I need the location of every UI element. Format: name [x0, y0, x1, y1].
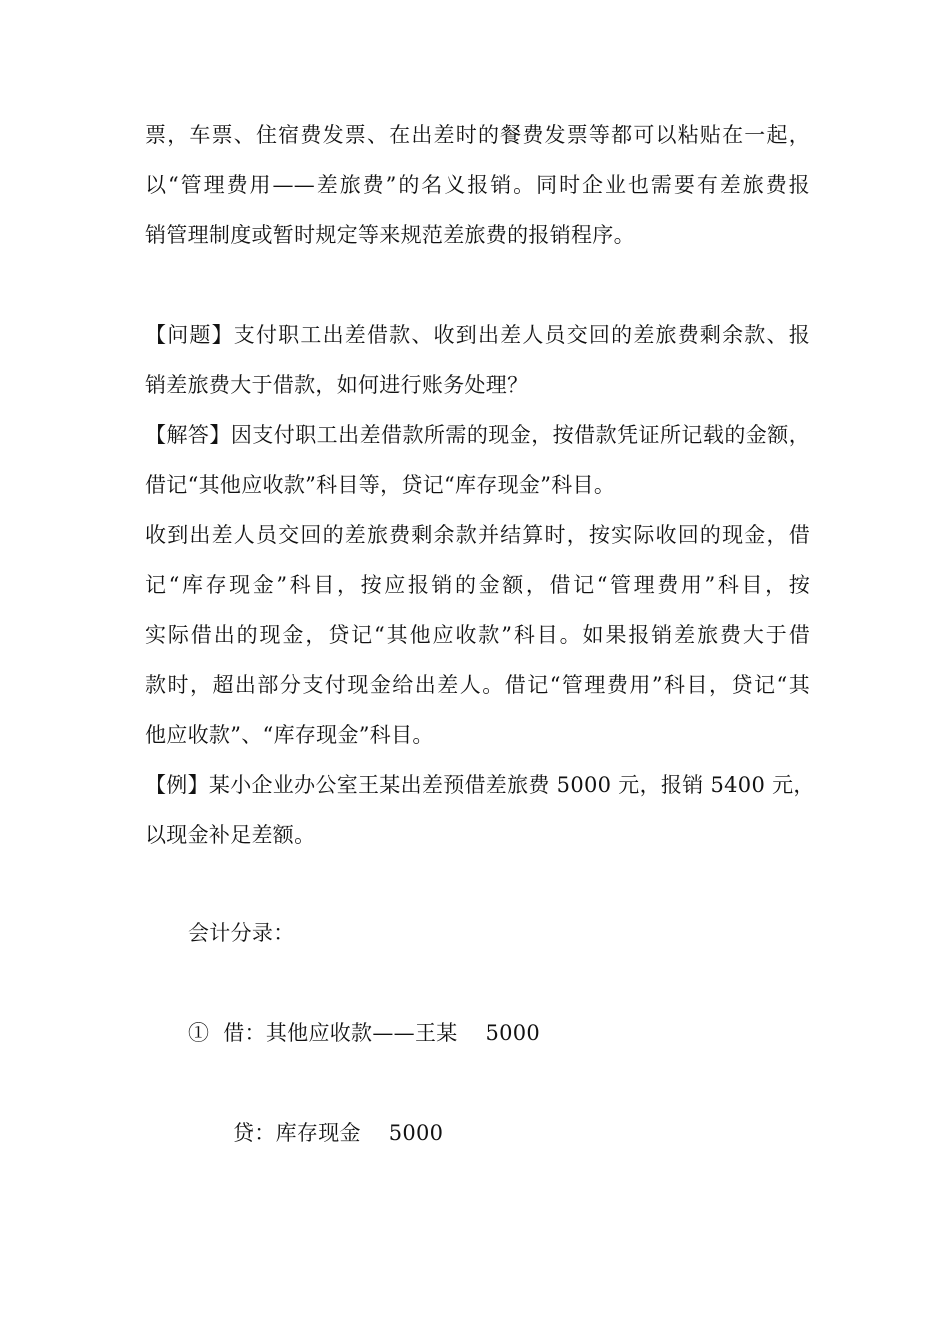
journal-entry-credit: 贷：库存现金 5000: [233, 1121, 444, 1145]
journal-entry-debit: ① 借：其他应收款——王某 5000: [188, 1021, 541, 1045]
answer-line: 记“库存现金”科目，按应报销的金额，借记“管理费用”科目，按: [145, 573, 810, 597]
answer-line: 款时，超出部分支付现金给出差人。借记“管理费用”科目，贷记“其: [145, 673, 810, 697]
answer-line: 收到出差人员交回的差旅费剩余款并结算时，按实际收回的现金，借: [145, 523, 810, 547]
answer-line: 借记“其他应收款”科目等，贷记“库存现金”科目。: [145, 473, 616, 497]
example-line: 以现金补足差额。: [145, 823, 316, 847]
answer-line: 实际借出的现金，贷记“其他应收款”科目。如果报销差旅费大于借: [145, 623, 810, 647]
paragraph-line: 以“管理费用——差旅费”的名义报销。同时企业也需要有差旅费报: [145, 173, 810, 197]
question-line: 销差旅费大于借款，如何进行账务处理？: [145, 373, 529, 397]
question-line: 【问题】支付职工出差借款、收到出差人员交回的差旅费剩余款、报: [145, 323, 810, 347]
paragraph-line: 票，车票、住宿费发票、在出差时的餐费发票等都可以粘贴在一起，: [145, 123, 810, 147]
example-line: 【例】某小企业办公室王某出差预借差旅费 5000 元，报销 5400 元，: [145, 773, 815, 797]
answer-line: 【解答】因支付职工出差借款所需的现金，按借款凭证所记载的金额，: [145, 423, 810, 447]
journal-heading: 会计分录：: [188, 921, 295, 945]
paragraph-line: 销管理制度或暂时规定等来规范差旅费的报销程序。: [145, 223, 635, 247]
answer-line: 他应收款”、“库存现金”科目。: [145, 723, 434, 747]
